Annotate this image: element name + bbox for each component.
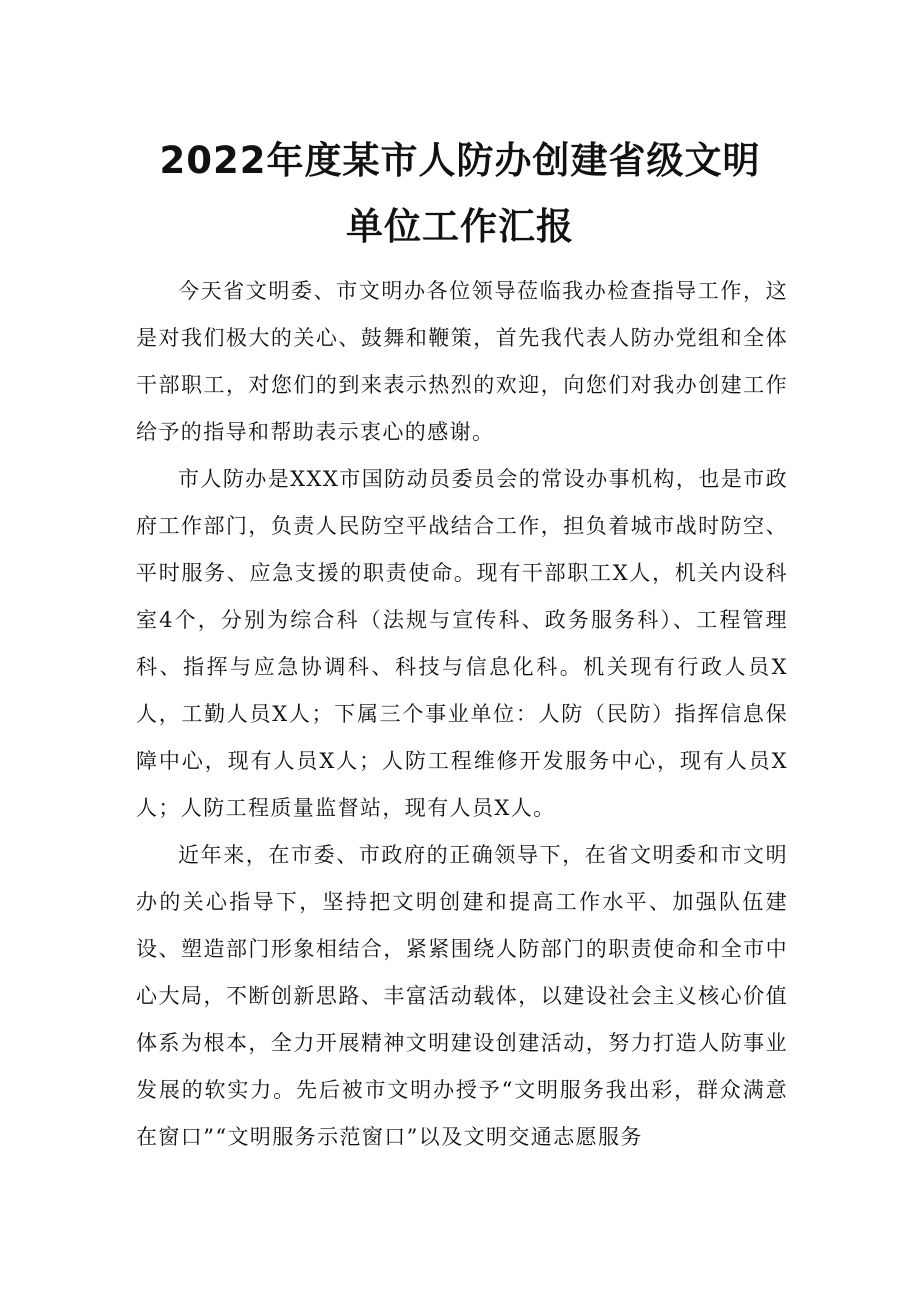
- title-line-1: 2022年度某市人防办创建省级文明: [159, 139, 761, 182]
- paragraph-achievements: 近年来，在市委、市政府的正确领导下，在省文明委和市文明办的关心指导下，坚持把文明创建和提高工作水平、加强队伍建设、塑造部门形象相结合，紧紧围绕人防部门的职责使命和全市中心大局，不断创新思路、丰富活动载体，以建设社会主义核心价值体系为根本，全力开展精神文明建设创建活动，努力打造人防事业发展的软实力。先后被市文明办授予“文明服务我出彩，群众满意在窗口”“文明服务示范窗口”以及文明交通志愿服务: [136, 843, 788, 1149]
- title-line-2: 单位工作汇报: [346, 205, 574, 248]
- paragraph-intro: 今天省文明委、市文明办各位领导莅临我办检查指导工作，这是对我们极大的关心、鼓舞和鞭策，首先我代表人防办党组和全体干部职工，对您们的到来表示热烈的欢迎，向您们对我办创建工作给予的指导和帮助表示衷心的感谢。: [136, 279, 788, 444]
- document-title: [0, 128, 920, 260]
- paragraph-organization: 市人防办是XXX市国防动员委员会的常设办事机构，也是市政府工作部门，负责人民防空平战结合工作，担负着城市战时防空、平时服务、应急支援的职责使命。现有干部职工X人，机关内设科室4个，分别为综合科（法规与宣传科、政务服务科）、工程管理科、指挥与应急协调科、科技与信息化科。机关现有行政人员X人，工勤人员X人；下属三个事业单位：人防（民防）指挥信息保障中心，现有人员X人；人防工程维修开发服务中心，现有人员X人；人防工程质量监督站，现有人员X人。: [136, 467, 788, 820]
- document-body: [136, 268, 788, 1161]
